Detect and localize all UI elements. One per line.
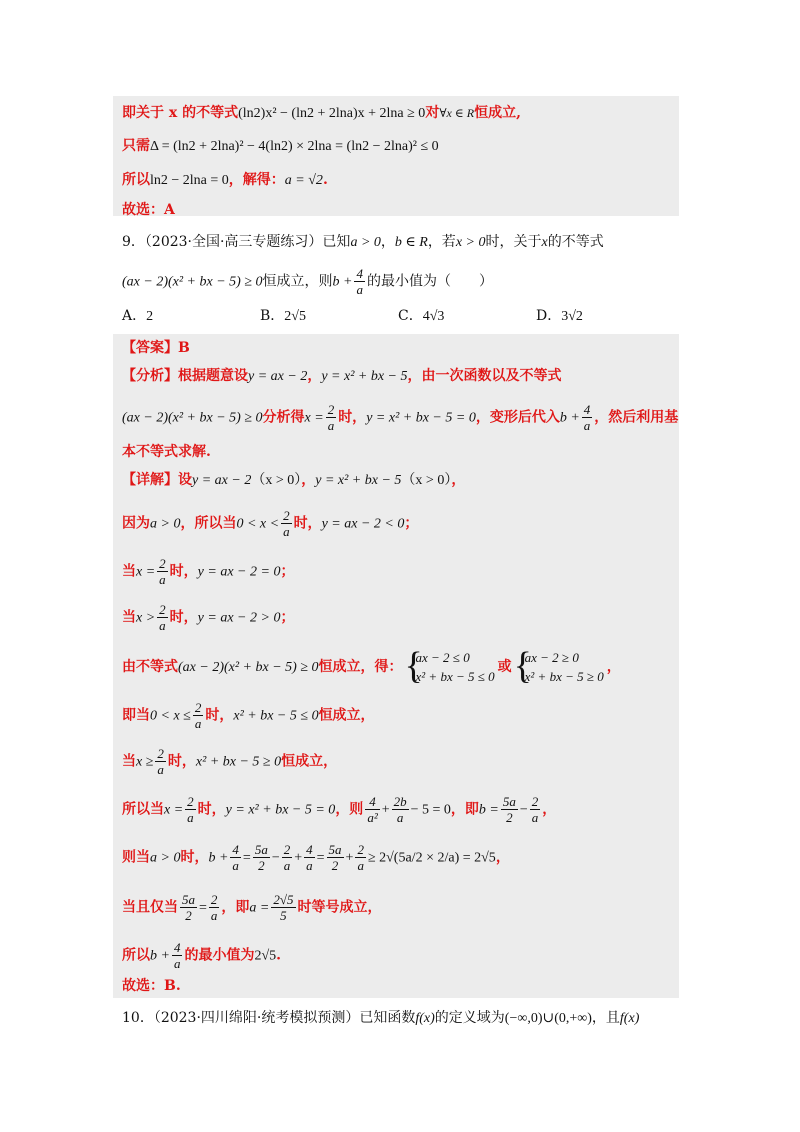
system-1: { ax − 2 ≤ 0 x² + bx − 5 ≤ 0 [406,648,495,686]
detail-line-8: 所以当x = $\frac{2}{a}$ 时，y = x² + bx − 5 = 0，则 $\frac{4}{\text{a²}}$ + $\frac{2b}{a}$ − 5 = 0，即b = $\frac{5a}{2}$ − $\frac{2}{a}$ ， [122,794,557,825]
detail-line-7: 当x ≥ $\frac{2}{a}$ 时，x² + bx − 5 ≥ 0恒成立， [122,746,338,777]
analysis-line-3: 本不等式求解. [122,444,211,460]
q9-stem-line-2: (ax − 2)(x² + bx − 5) ≥ 0恒成立，则b + $\frac{4}{a}$ 的最小值为（ ） [122,266,493,297]
detail-line-6: 即当0 < x ≤ $\frac{2}{a}$ 时，x² + bx − 5 ≤ 0恒成立， [122,700,375,731]
q9-option-a: A．2 [122,308,154,324]
system-2: { ax − 2 ≥ 0 x² + bx − 5 ≥ 0 [515,648,604,686]
top-line-3: 所以ln2 − 2lna = 0，解得：a = √2. [122,172,328,188]
detail-line-11: 所以b + $\frac{4}{a}$ 的最小值为2√5. [122,940,282,971]
q9-stem-line-1: 9．（2023·全国·高三专题练习）已知a > 0，b ∈ R，若x > 0时，关于x的不等式 [122,234,604,250]
detail-line-9: 则当a > 0时，b + $\frac{4}{a}$ = $\frac{5a}{2}$ − $\frac{2}{a}$ + $\frac{4}{a}$ = $\frac{5a}{2}$ + $\frac{2}{a}$ ≥ 2√(5a/2 × 2/a) = 2√5， [122,842,510,873]
top-line-4: 故选：A [122,202,175,218]
analysis-line-2: (ax − 2)(x² + bx − 5) ≥ 0分析得x = $\frac{2}{a}$ 时，y = x² + bx − 5 = 0，变形后代入b + $\frac{4}{a}$ ，然后利用基 [122,402,679,433]
q9-fraction: $\frac{4}{a}$ [356,266,363,297]
q9-option-c: C．4√3 [398,308,445,324]
detail-line-12: 故选：B. [122,978,181,994]
detail-line-4: 当x > $\frac{2}{a}$ 时，y = ax − 2 > 0； [122,602,295,633]
answer-line: 【答案】B [122,340,190,356]
detail-line-5: 由不等式(ax − 2)(x² + bx − 5) ≥ 0恒成立，得： { ax − 2 ≤ 0 x² + bx − 5 ≤ 0 或 { ax − 2 ≥ 0 x² + bx − 5 ≥ 0 ， [122,648,621,686]
q9-option-d: D．3√2 [536,308,583,324]
detail-line-10: 当且仅当 $\frac{5a}{2}$ = $\frac{2}{a}$ ，即a = $\frac{2√5}{5}$ 时等号成立， [122,892,382,923]
top-line-1: 即关于 x 的不等式(ln2)x² − (ln2 + 2lna)x + 2lna ≥ 0对∀x ∈ R恒成立, [122,105,521,121]
q10-stem: 10．（2023·四川绵阳·统考模拟预测）已知函数f(x)的定义域为(−∞,0)∪(0,+∞)，且f(x) [122,1010,640,1026]
detail-line-3: 当x = $\frac{2}{a}$ 时，y = ax − 2 = 0； [122,556,295,587]
analysis-line-1: 【分析】根据题意设y = ax − 2，y = x² + bx − 5，由一次函数以及不等式 [122,368,562,384]
detail-line-2: 因为a > 0，所以当0 < x < $\frac{2}{a}$ 时，y = ax − 2 < 0； [122,508,419,539]
q9-option-b: B．2√5 [260,308,306,324]
top-line-2: 只需Δ = (ln2 + 2lna)² − 4(ln2) × 2lna = (ln2 − 2lna)² ≤ 0 [122,138,439,154]
detail-line-1: 【详解】设y = ax − 2（x > 0），y = x² + bx − 5（x > 0）， [122,472,466,488]
